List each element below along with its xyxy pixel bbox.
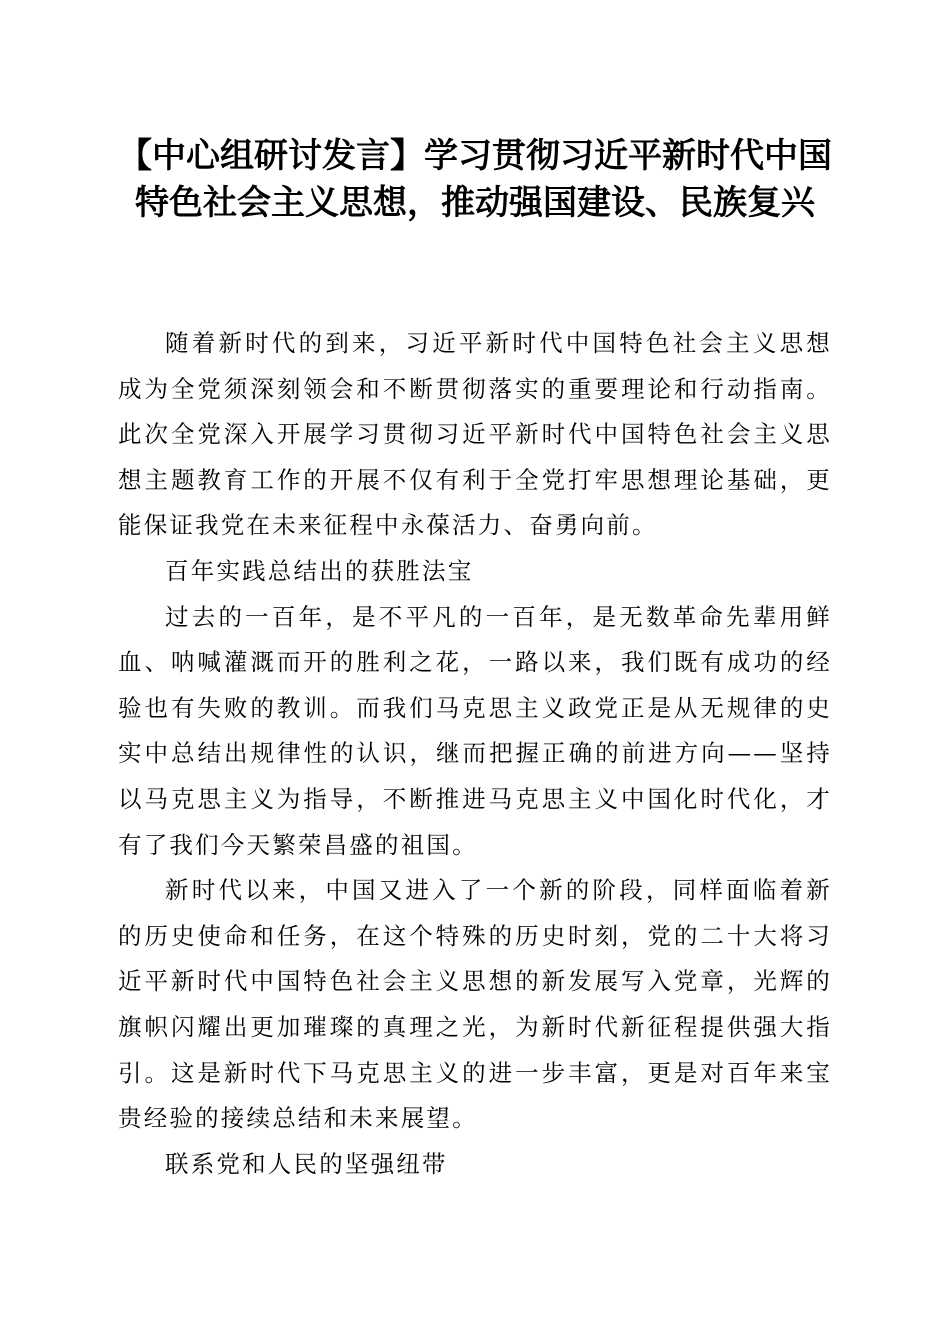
paragraph-new-era: 新时代以来，中国又进入了一个新的阶段，同样面临着新的历史使命和任务，在这个特殊的历史时刻，党的二十大将习近平新时代中国特色社会主义思想的新发展写入党章，光辉的旗帜闪耀出更加璀璨的真理之光，为新时代新征程提供强大指引。这是新时代下马克思主义的进一步丰富，更是对百年来宝贵经验的接续总结和未来展望。 [118,876,832,1133]
document-body [118,321,832,1187]
paragraph-past-century: 过去的一百年，是不平凡的一百年，是无数革命先辈用鲜血、呐喊灌溉而开的胜利之花，一路以来，我们既有成功的经验也有失败的教训。而我们马克思主义政党正是从无规律的史实中总结出规律性的认识，继而把握正确的前进方向——坚持以马克思主义为指导，不断推进马克思主义中国化时代化，才有了我们今天繁荣昌盛的祖国。 [118,602,832,859]
paragraph-intro: 随着新时代的到来，习近平新时代中国特色社会主义思想成为全党须深刻领会和不断贯彻落实的重要理论和行动指南。此次全党深入开展学习贯彻习近平新时代中国特色社会主义思想主题教育工作的开展不仅有利于全党打牢思想理论基础，更能保证我党在未来征程中永葆活力、奋勇向前。 [118,329,832,540]
section-heading-winning-magic-weapon: 百年实践总结出的获胜法宝 [165,556,474,585]
section-heading-strong-bond: 联系党和人民的坚强纽带 [165,1149,448,1178]
document-title: 【中心组研讨发言】学习贯彻习近平新时代中国特色社会主义思想，推动强国建设、民族复兴 [118,136,832,223]
